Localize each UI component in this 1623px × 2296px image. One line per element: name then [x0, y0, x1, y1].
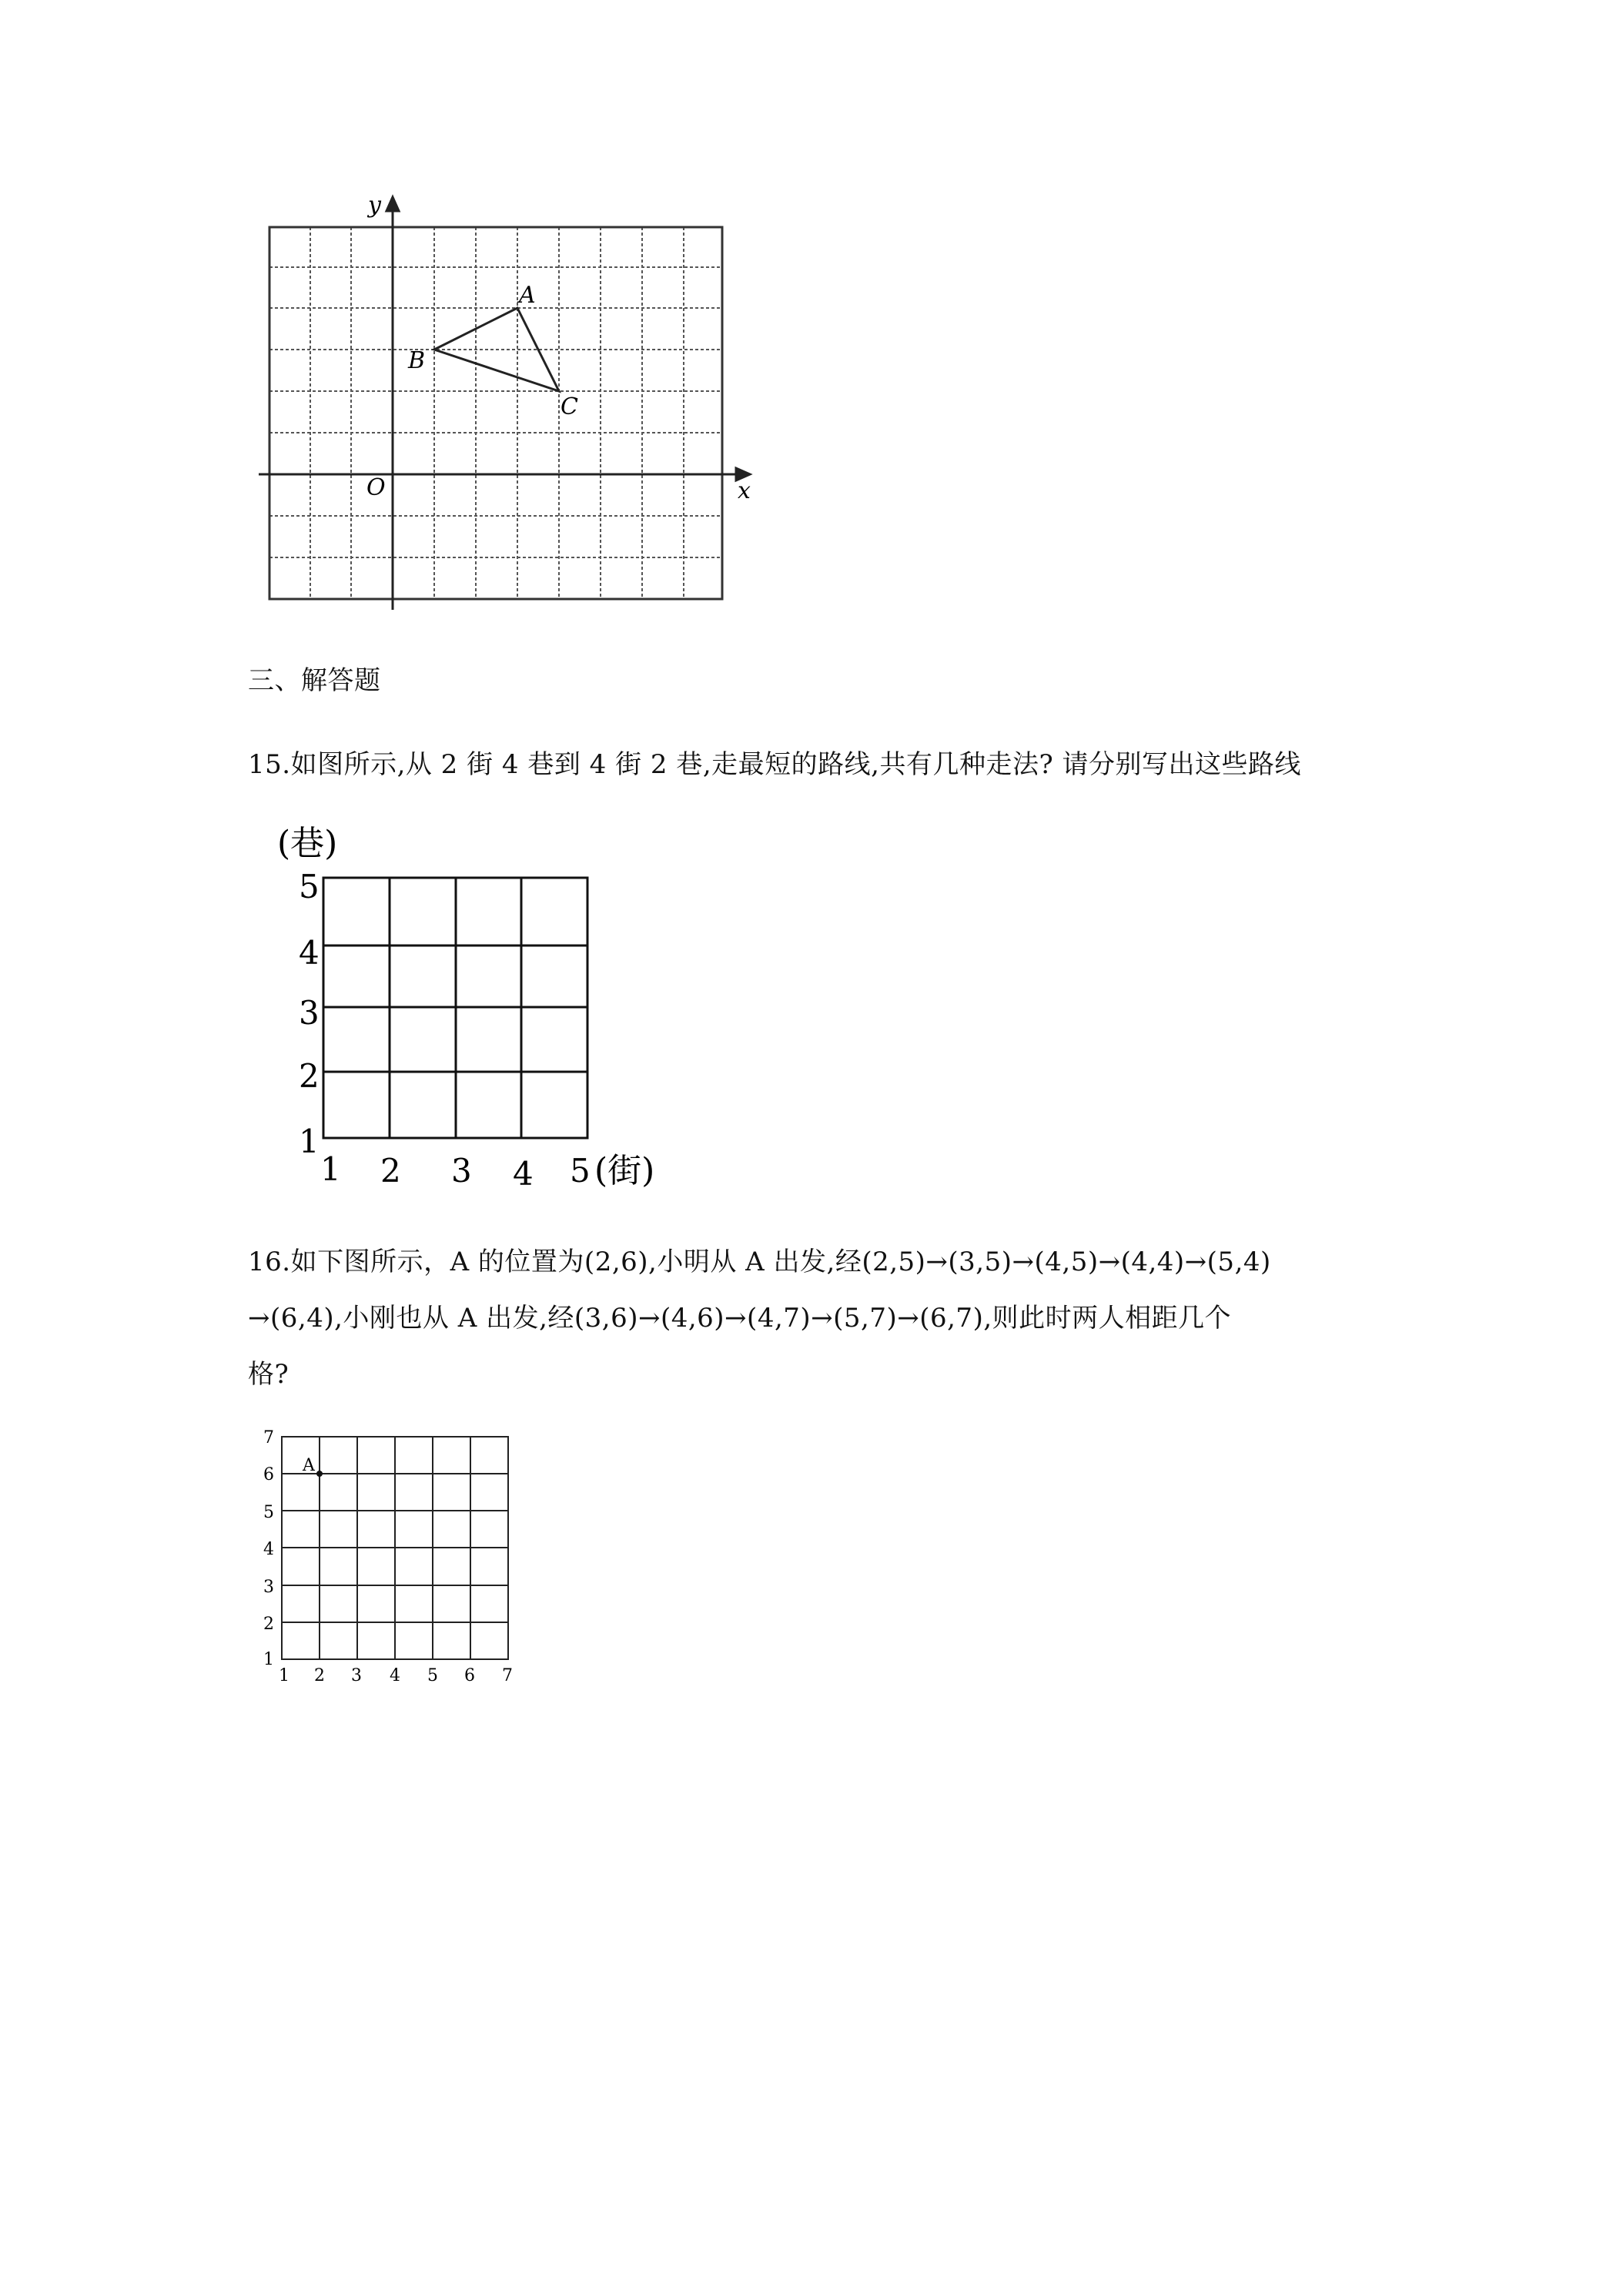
axes — [259, 197, 750, 610]
point-a-label: A — [303, 1456, 315, 1475]
y-tick: 4 — [263, 1540, 274, 1559]
question-15-text: 15.如图所示,从 2 街 4 巷到 4 街 2 巷,走最短的路线,共有几种走法? 请分别写出这些路线 — [248, 749, 1302, 780]
street-tick: 5 — [570, 1152, 591, 1190]
x-tick: 6 — [464, 1666, 475, 1685]
street-ticks — [320, 1150, 591, 1193]
figure-grid-lines — [269, 227, 722, 599]
lane-tick: 5 — [299, 868, 320, 905]
street-tick: 4 — [513, 1155, 534, 1193]
lane-axis-label: (巷) — [277, 824, 338, 863]
street-tick: 1 — [320, 1150, 341, 1188]
x-tick: 3 — [351, 1666, 362, 1685]
point-c-label: C — [561, 393, 578, 420]
origin-label: O — [366, 474, 386, 501]
y-axis-label: y — [368, 192, 381, 219]
q16-x-ticks — [279, 1666, 513, 1685]
section-heading: 三、解答题 — [248, 665, 381, 696]
q16-grid-lines — [282, 1437, 508, 1659]
point-b-label: B — [408, 347, 426, 374]
x-tick: 7 — [502, 1666, 513, 1685]
x-tick: 4 — [390, 1666, 400, 1685]
point-a-label: A — [519, 282, 536, 309]
street-tick: 3 — [451, 1152, 472, 1190]
question-16-line-1: 16.如下图所示，A 的位置为(2,6),小明从 A 出发,经(2,5)→(3,5)→(4,5)→(4,4)→(5,4) — [248, 1247, 1271, 1277]
y-tick: 2 — [263, 1615, 274, 1634]
x-tick: 1 — [279, 1666, 289, 1685]
y-tick: 7 — [263, 1428, 274, 1448]
x-axis-label: x — [738, 477, 751, 504]
lane-tick: 1 — [299, 1123, 320, 1160]
y-tick: 6 — [263, 1465, 274, 1484]
lane-ticks — [299, 868, 320, 1160]
street-lane-grid — [269, 816, 701, 1201]
lane-tick: 2 — [299, 1057, 320, 1095]
point-a-marker — [316, 1471, 323, 1477]
question-16-line-2: →(6,4),小刚也从 A 出发,经(3,6)→(4,6)→(4,7)→(5,7)→(6,7),则此时两人相距几个 — [248, 1303, 1232, 1334]
street-grid-lines — [323, 878, 587, 1138]
x-tick: 5 — [427, 1666, 438, 1685]
y-tick: 5 — [263, 1503, 274, 1522]
lane-tick: 4 — [299, 934, 320, 972]
street-tick: 2 — [380, 1152, 401, 1190]
coordinate-grid-q16 — [254, 1417, 524, 1694]
y-tick: 3 — [263, 1578, 274, 1597]
y-tick: 1 — [263, 1650, 274, 1669]
question-16-line-3: 格? — [248, 1359, 289, 1390]
lane-tick: 3 — [299, 994, 320, 1032]
q16-y-ticks — [263, 1428, 274, 1669]
coordinate-figure — [246, 185, 770, 616]
street-axis-label: (街) — [594, 1151, 655, 1190]
x-tick: 2 — [314, 1666, 325, 1685]
